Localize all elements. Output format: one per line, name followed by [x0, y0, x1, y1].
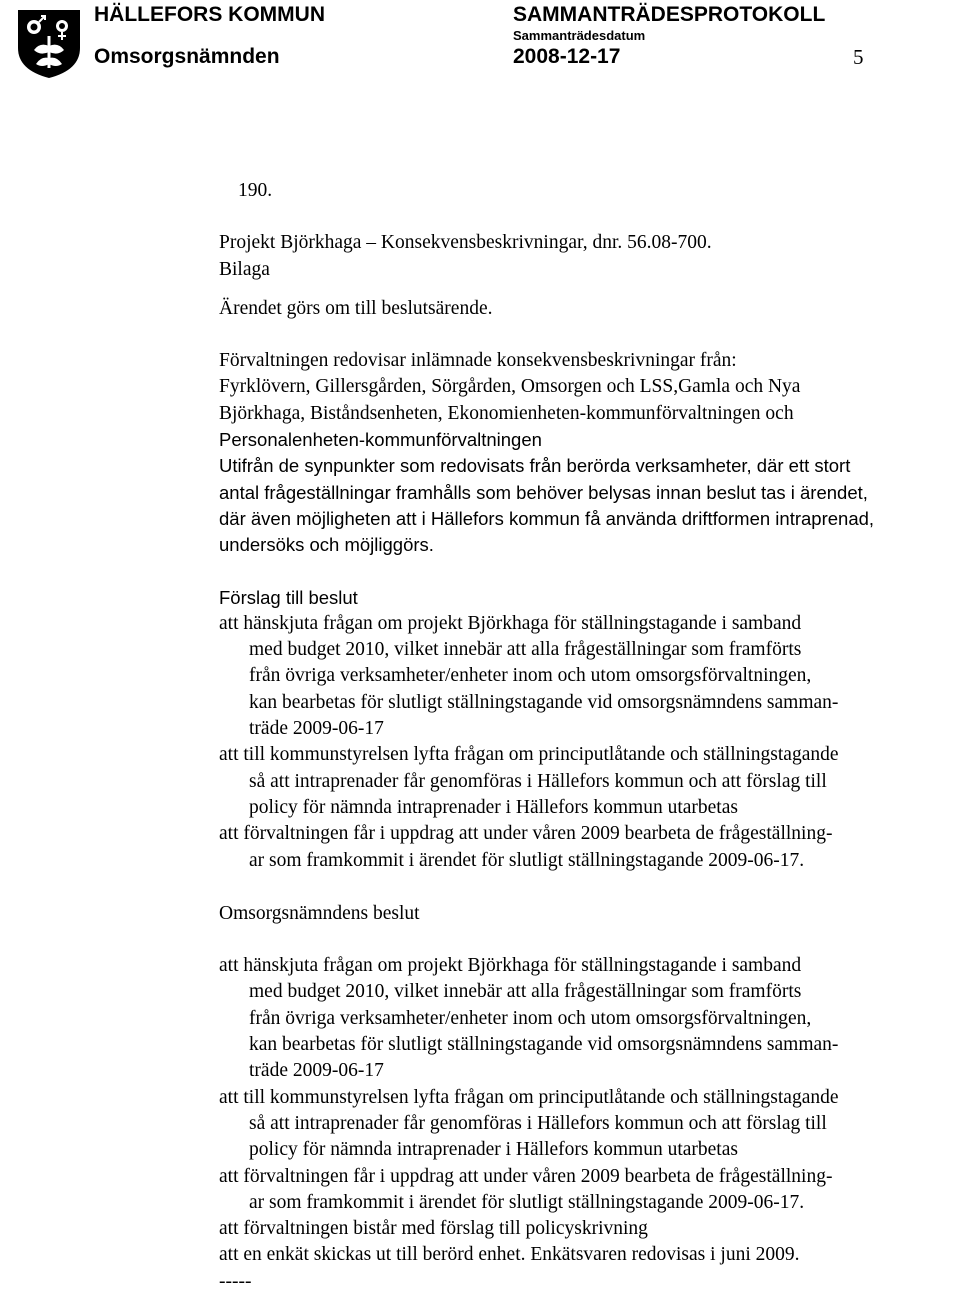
- meeting-date: 2008-12-17: [513, 45, 621, 68]
- document-body: [219, 178, 959, 1295]
- case-title: Projekt Björkhaga – Konsekvensbeskrivningar, dnr. 56.08-700.: [219, 232, 712, 254]
- list-item: att en enkät skickas ut till berörd enhet. Enkätsvaren redovisas i juni 2009.: [219, 1244, 800, 1266]
- list-item: att hänskjuta frågan om projekt Björkhaga för ställningstagande i samband: [219, 955, 802, 977]
- decision-heading: Omsorgsnämndens beslut: [219, 902, 420, 924]
- list-item: att hänskjuta frågan om projekt Björkhaga för ställningstagande i samband: [219, 612, 802, 634]
- page-number: 5: [853, 45, 864, 69]
- end-marker: -----: [219, 1270, 252, 1292]
- background-paragraph: Utifrån de synpunkter som redovisats från berörda verksamheter, där ett stort antal frågeställningar framhålls som behöver belysas innan beslut tas i ärendet, där även möjligheten att i Hällefors kommun få använda driftformen intraprenad, undersöks och möjliggörs.: [219, 455, 875, 556]
- municipality-logo: [14, 6, 84, 80]
- attachment-label: Bilaga: [219, 258, 270, 280]
- proposal-heading: Förslag till beslut: [219, 586, 358, 608]
- paragraph-number: 190.: [238, 180, 273, 201]
- intro-paragraph: Förvaltningen redovisar inlämnade konsekvensbeskrivningar från: Fyrklövern, Gillersgården, Sörgården, Omsorgen och LSS,Gamla och Nya Björkhaga, Biståndsenheten, Ekonomienheten-kommunförvaltningen och Personalenheten-kommunförvaltningen: [219, 350, 801, 451]
- list-item: att förvaltningen får i uppdrag att under våren 2009 bearbeta de frågeställning-: [219, 1165, 833, 1187]
- organization-name: HÄLLEFORS KOMMUN: [94, 3, 325, 26]
- proposal-list: att hänskjuta frågan om projekt Björkhaga för ställningstagande i samband med budget 2010, vilket innebär att alla frågeställningar som framförts från övriga verksamheter/enheter inom och utom omsorgsförvaltningen, kan bearbetas för slutligt ställningstagande vid omsorgsnämndens samman- träde 2009-06-17 att till kommunstyrelsen lyfta frågan om principutlåtande och ställningstagande så att intraprenader får genomföras i Hällefors kommun och att förslag till policy för nämnda intraprenader i Hällefors kommun utarbetas att förvaltningen får i uppdrag att under våren 2009 bearbeta de frågeställning- ar som framkommit i ärendet för slutligt ställningstagande 2009-06-17.: [219, 611, 959, 874]
- decision-list: att hänskjuta frågan om projekt Björkhaga för ställningstagande i samband med budget 2010, vilket innebär att alla frågeställningar som framförts från övriga verksamheter/enheter inom och utom omsorgsförvaltningen, kan bearbetas för slutligt ställningstagande vid omsorgsnämndens samman- träde 2009-06-17 att till kommunstyrelsen lyfta frågan om principutlåtande och ställningstagande så att intraprenader får genomföras i Hällefors kommun och att förslag till policy för nämnda intraprenader i Hällefors kommun utarbetas att förvaltningen får i uppdrag att under våren 2009 bearbeta de frågeställning- ar som framkommit i ärendet för slutligt ställningstagande 2009-06-17. att förvaltningen bistår med förslag till policyskrivning att en enkät skickas ut till berörd enhet. Enkätsvaren redovisas i juni 2009.: [219, 953, 959, 1269]
- case-status: Ärendet görs om till beslutsärende.: [219, 297, 493, 319]
- committee-name: Omsorgsnämnden: [94, 45, 280, 68]
- list-item: att till kommunstyrelsen lyfta frågan om principutlåtande och ställningstagande: [219, 1086, 839, 1108]
- meeting-date-label: Sammanträdesdatum: [513, 28, 646, 43]
- list-item: att förvaltningen får i uppdrag att under våren 2009 bearbeta de frågeställning-: [219, 823, 833, 845]
- document-type: SAMMANTRÄDESPROTOKOLL: [513, 3, 826, 26]
- list-item: att till kommunstyrelsen lyfta frågan om principutlåtande och ställningstagande: [219, 744, 839, 766]
- list-item: att förvaltningen bistår med förslag till policyskrivning: [219, 1218, 648, 1240]
